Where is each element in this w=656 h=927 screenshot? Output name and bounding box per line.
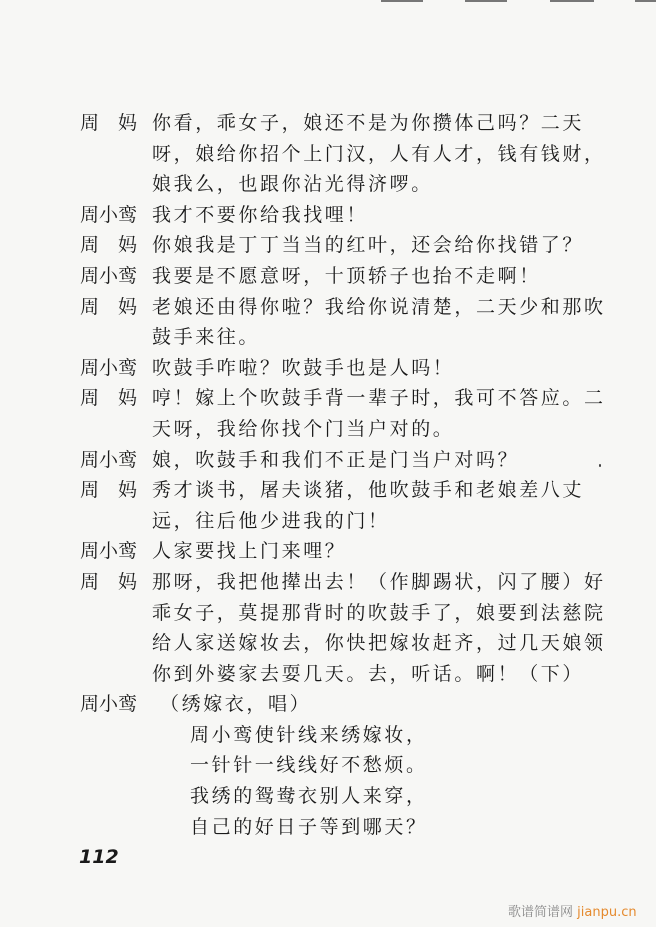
- speaker: 周小鸾: [80, 693, 138, 716]
- speaker: 周小鸾: [80, 540, 138, 563]
- dialogue-text: 远，往后他少进我的门！: [152, 509, 390, 532]
- scan-edge-mark: [381, 0, 423, 2]
- lyric: 我绣的鸳鸯衣别人来穿，: [190, 785, 428, 808]
- dialogue-text: 我要是不愿意呀，十顶轿子也抬不走啊！: [152, 264, 541, 287]
- dialogue-text: 人家要找上门来哩？: [152, 540, 347, 563]
- dialogue-line: [80, 414, 600, 445]
- dialogue-text: 哼！嫁上个吹鼓手背一辈子时，我可不答应。二: [152, 387, 606, 410]
- song-line: [80, 781, 600, 812]
- speaker: 周 妈: [80, 234, 138, 257]
- dialogue-line: [80, 598, 606, 629]
- speaker: 周 妈: [80, 387, 138, 410]
- speaker: 周小鸾: [80, 356, 138, 379]
- dialogue-line: [80, 139, 606, 170]
- dialogue-text: 娘我么，也跟你沾光得济啰。: [152, 173, 433, 196]
- watermark-label: 歌谱简谱网: [508, 905, 574, 920]
- dialogue-text: 那呀，我把他撵出去！（作脚踢状，闪了腰）好: [152, 570, 606, 593]
- dialogue-text: 给人家送嫁妆去，你快把嫁妆赶齐，过几天娘领: [152, 632, 606, 655]
- dialogue-text: 吹鼓手咋啦？吹鼓手也是人吗！: [152, 356, 455, 379]
- stage-direction: （绣嫁衣，唱）: [160, 693, 312, 716]
- dialogue-line: [80, 169, 600, 200]
- speaker: 周 妈: [80, 479, 138, 502]
- speaker: 周小鸾: [80, 203, 138, 226]
- song-line: [80, 720, 600, 751]
- stage-direction-line: [80, 689, 600, 720]
- dialogue-line: [80, 628, 606, 659]
- dialogue-line: [80, 261, 600, 292]
- dialogue-line: [80, 475, 600, 506]
- dialogue-line: [80, 230, 600, 261]
- watermark-site: jianpu.cn: [577, 905, 637, 920]
- script-page: [80, 108, 606, 842]
- dialogue-text: 鼓手来往。: [152, 326, 261, 349]
- lyric: 自己的好日子等到哪天？: [190, 815, 428, 838]
- dialogue-line: [80, 353, 600, 384]
- dialogue-text: 老娘还由得你啦？我给你说清楚，二天少和那吹: [152, 295, 606, 318]
- dialogue-line: [80, 567, 606, 598]
- dialogue-text: 你到外婆家去耍几天。去，听话。啊！（下）: [152, 662, 585, 685]
- scan-edge-mark: [465, 0, 507, 2]
- dialogue-line: [80, 322, 600, 353]
- dialogue-line: [80, 292, 606, 323]
- lyric: 一针针一线线好不愁烦。: [190, 754, 428, 777]
- speaker: 周 妈: [80, 112, 138, 134]
- song-line: [80, 812, 600, 843]
- dialogue-line: [80, 536, 600, 567]
- scan-edge-mark: [550, 0, 594, 2]
- dialogue-line: [80, 108, 600, 139]
- song-line: [80, 750, 600, 781]
- scan-edge-mark: [635, 0, 656, 2]
- dialogue-line: [80, 659, 600, 690]
- dialogue-text: 乖女子，莫提那背时的吹鼓手了，娘要到法慈院: [152, 601, 606, 624]
- dialogue-text: 你看，乖女子，娘还不是为你攒体己吗？二天: [152, 112, 585, 134]
- page-number: 112: [79, 846, 119, 868]
- lyric: 周小鸾使针线来绣嫁妆，: [190, 723, 428, 746]
- dialogue-text: 天呀，我给你找个门当户对的。: [152, 417, 455, 440]
- dialogue-text: 娘，吹鼓手和我们不正是门当户对吗？: [152, 448, 520, 471]
- speaker: 周 妈: [80, 295, 138, 318]
- dialogue-text: 我才不要你给我找哩！: [152, 203, 369, 226]
- dialogue-line: [80, 506, 600, 537]
- dialogue-line: [80, 445, 600, 476]
- watermark: [508, 901, 637, 920]
- dialogue-text: 你娘我是丁丁当当的红叶，还会给你找错了？: [152, 234, 585, 257]
- dialogue-line: [80, 200, 600, 231]
- dialogue-line: [80, 383, 606, 414]
- speaker: 周 妈: [80, 570, 138, 593]
- dialogue-text: 秀才谈书，屠夫谈猪，他吹鼓手和老娘差八丈: [152, 479, 585, 502]
- speaker: 周小鸾: [80, 264, 138, 287]
- scan-speck: [599, 464, 601, 467]
- dialogue-text: 呀，娘给你招个上门汉，人有人才，钱有钱财，: [152, 142, 606, 165]
- speaker: 周小鸾: [80, 448, 138, 471]
